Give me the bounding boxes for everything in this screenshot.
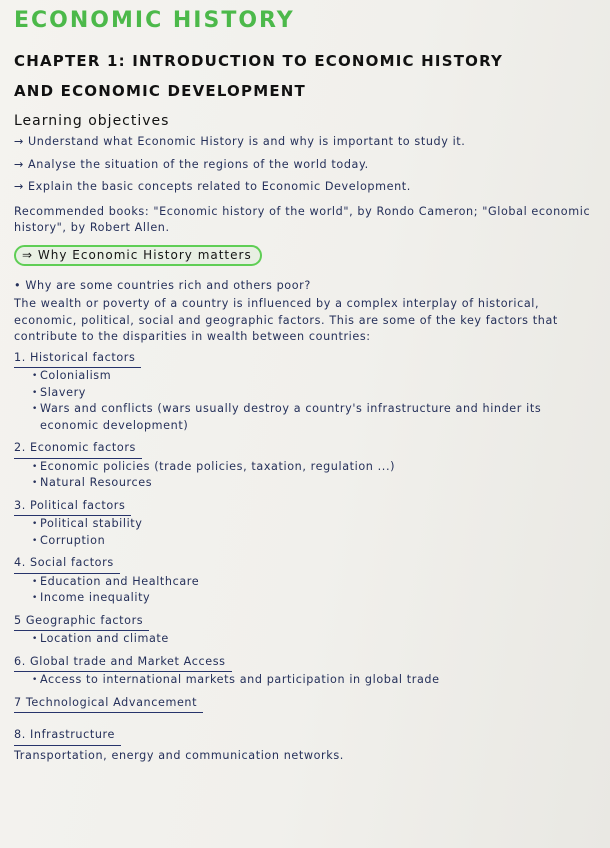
key-question-text: Why are some countries rich and others poor? [25,278,311,292]
factor-text: Transportation, energy and communication networks. [14,748,344,762]
factor-heading: 1. Historical factors [14,350,141,369]
objective-text: Explain the basic concepts related to Economic Development. [28,180,411,193]
chapter-heading [14,46,596,106]
list-item: • Political stability [32,516,596,533]
factor-1 [14,346,596,435]
objective-item [14,157,596,174]
factor-heading: 6. Global trade and Market Access [14,654,232,673]
factor-8 [14,723,596,764]
factor-heading: 2. Economic factors [14,440,142,459]
factor-heading: 7 Technological Advancement [14,695,203,714]
factor-2 [14,436,596,492]
list-item: • Economic policies (trade policies, taxation, regulation ...) [32,459,596,476]
objective-item [14,134,596,151]
factor-heading: 8. Infrastructure [14,727,121,746]
factor-heading: 4. Social factors [14,555,120,574]
recommended-books: Recommended books: "Economic history of the world", by Rondo Cameron; "Global economic history", by Robert Allen. [14,204,591,234]
factor-3 [14,494,596,550]
chapter-heading-line-2: AND ECONOMIC DEVELOPMENT [14,82,306,100]
chapter-heading-line-1: CHAPTER 1: INTRODUCTION TO ECONOMIC HISTORY [14,52,504,70]
page-title: ECONOMIC HISTORY [14,8,295,33]
section-title: Why Economic History matters [37,247,252,262]
factor-heading: 5 Geographic factors [14,613,149,632]
arrow-icon: → [14,180,24,193]
intro-paragraph: The wealth or poverty of a country is influenced by a complex interplay of historical, economic, political, social and geographic factors. This are some of the key factors that contribute to the disparities in wealth between countries: [14,297,558,343]
factor-4 [14,551,596,607]
objective-item [14,179,596,196]
objective-text: Understand what Economic History is and why is important to study it. [28,135,466,148]
list-item: • Location and climate [32,631,596,648]
learning-objectives-heading: Learning objectives [14,113,170,129]
factor-heading: 3. Political factors [14,498,131,517]
factor-7 [14,691,596,714]
list-item: • Slavery [32,385,596,402]
arrow-icon: → [14,135,24,148]
arrow-icon: → [14,157,24,171]
list-item: • Education and Healthcare [32,574,596,591]
key-question: • Why are some countries rich and others poor? [14,278,311,292]
objective-text: Analyse the situation of the regions of the world today. [28,157,369,171]
list-item: • Access to international markets and participation in global trade [32,672,596,689]
double-arrow-icon: ⇒ [22,247,34,262]
factor-6 [14,650,596,689]
list-item: • Colonialism [32,368,596,385]
list-item: • Income inequality [32,590,596,607]
list-item: • Natural Resources [32,475,596,492]
list-item: • Corruption [32,533,596,550]
list-item: • Wars and conflicts (wars usually destroy a country's infrastructure and hinder its economic development) [32,401,596,434]
section-highlight [14,245,262,266]
factor-5 [14,609,596,648]
